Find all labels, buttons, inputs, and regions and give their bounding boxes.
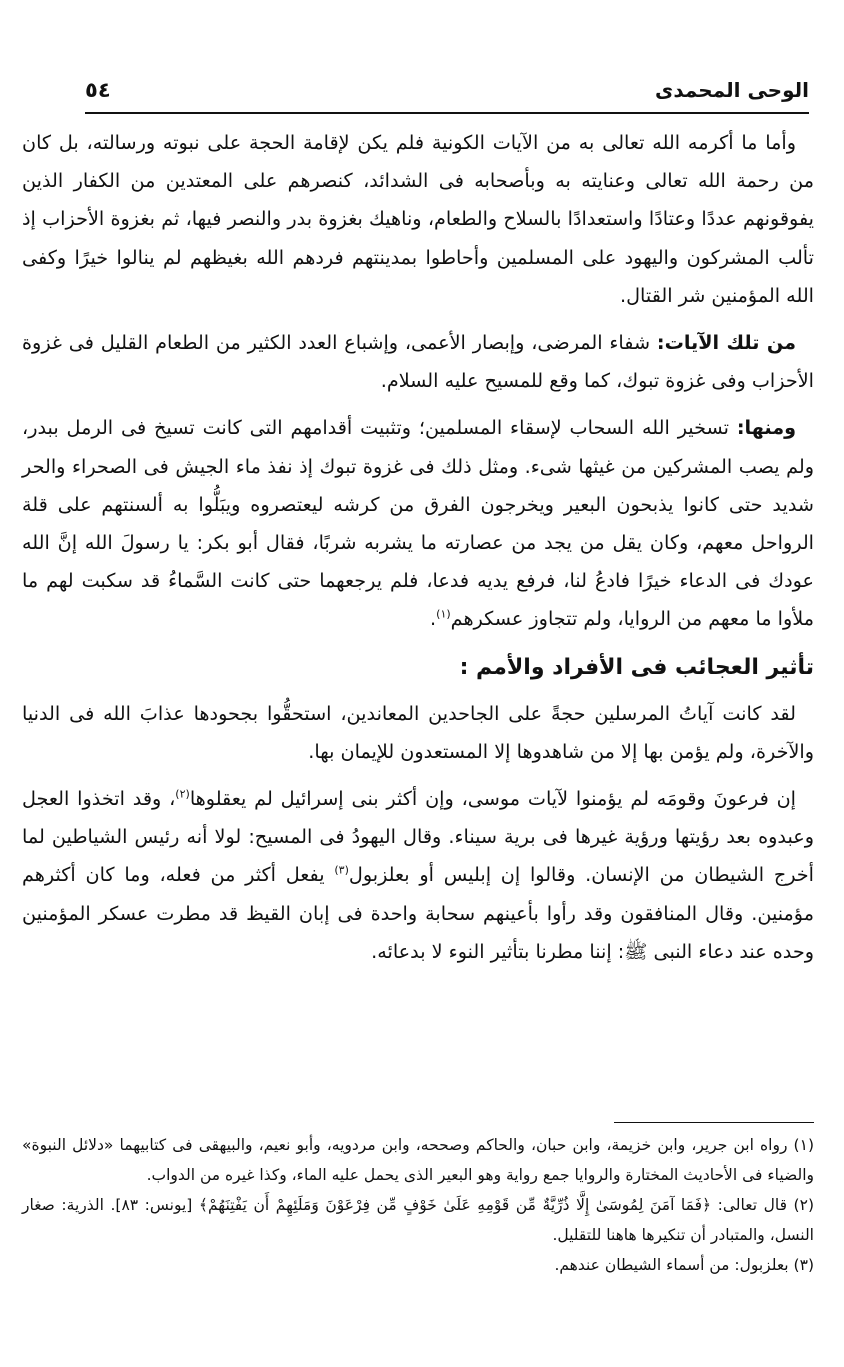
footnote: (٣) بعلزبول: من أسماء الشيطان عندهم. — [554, 1256, 814, 1274]
paragraph-text: إن فرعونَ وقومَه لم يؤمنوا لآيات موسى، وإن أكثر بنى إسرائيل لم يعقلوها — [189, 787, 796, 811]
main-text — [22, 124, 814, 980]
footnote-marker: (٢) — [175, 787, 190, 801]
paragraph — [22, 780, 814, 971]
footnote-marker: (١) — [436, 608, 451, 622]
footnote: (٢) قال تعالى: ﴿فَمَا آمَنَ لِمُوسَىٰ إِلَّا ذُرِّيَّةٌ مِّن قَوْمِهِ عَلَىٰ خَوْفٍ مِّن فِرْعَوْنَ وَمَلَئِهِمْ أَن يَفْتِنَهُمْ﴾ [يونس: ٨٣]. الذرية: صغار النسل، والمتبادر أن تنكيرها هاهنا للتقليل. — [22, 1196, 814, 1244]
paragraph-text: يفعل أكثر من فعله، وما كان أكثرهم مؤمنين. وقال المنافقون وقد رأوا بأعينهم سحابة واحدة فى إبان القيظ قد مطرت عسكر المؤمنين وحده عند دعاء النبى ﷺ: إننا مطرنا بتأثير النوء لا بدعائه. — [22, 863, 814, 963]
paragraph-text: وأما ما أكرمه الله تعالى به من الآيات الكونية فلم يكن لإقامة الحجة على نبوته ورسالته، بل كان من رحمة الله تعالى وعنايته به وبأصحابه فى الشدائد، كنصرهم على المعتدين من الكفار الذين يفوقونهم عددًا وعتادًا واستعدادًا بالسلاح والطعام، وناهيك بغزوة بدر والنصر فيها، ثم بغزوة الأحزاب إذ تألب المشركون واليهود على المسلمين وأحاطوا بمدينتهم فردهم الله بغيظهم لم ينالوا خيرًا وكفى الله المؤمنين شر القتال. — [22, 131, 814, 307]
paragraph-tail: . — [430, 607, 437, 631]
footnotes — [22, 1130, 814, 1280]
header-rule — [85, 112, 809, 114]
paragraph — [22, 409, 814, 638]
paragraph-lead: من تلك الآيات: — [656, 331, 797, 355]
paragraph — [22, 324, 814, 400]
paragraph-text: لقد كانت آياتُ المرسلين حجةً على الجاحدين المعاندين، استحقُّوا بجحودها عذابَ الله فى الدنيا والآخرة، ولم يؤمن بها إلا من شاهدوها إلا المستعدون للإيمان بها. — [22, 701, 814, 763]
paragraph-text: ، وقد اتخذوا العجل وعبدوه بعد رؤيتها ورؤية غيرها فى برية سيناء. وقال اليهودُ فى المسيح: لولا أنه رئيس الشياطين لما أخرج الشيطان من الإنسان. وقالوا إن إبليس أو بعلزبول — [22, 787, 814, 887]
paragraph-text: شفاء المرضى، وإبصار الأعمى، وإشباع العدد الكثير من الطعام القليل فى غزوة الأحزاب وفى غزوة تبوك، كما وقع للمسيح عليه السلام. — [22, 331, 814, 393]
footnote-marker: (٣) — [334, 864, 349, 878]
paragraph — [22, 695, 814, 771]
paragraph-text: تسخير الله السحاب لإسقاء المسلمين؛ وتثبيت أقدامهم التى كانت تسيخ فى الرمل ببدر، ولم يصب المشركين من غيثها شىء. ومثل ذلك فى غزوة تبوك إذ نفذ ماء الجيش فى الصحراء والحر شديد حتى كانوا يذبحون البعير ويخرجون الفرق من كرشه ليعتصروه ويبَلُّوا به ألسنتهم على قلة الرواحل معهم، وكان يقل من يجد من عصارته ما يشربه شربًا، فقال أبو بكر: يا رسولَ الله إنَّ الله عودك فى الدعاء خيرًا فادعُ لنا، فرفع يديه فدعا، فلم يرجعهما حتى كانت السَّماءُ قد سكبت لهم ما ملأوا ما معهم من الروايا، ولم تتجاوز عسكرهم — [22, 416, 814, 631]
page-header — [85, 74, 809, 108]
footnote: (١) رواه ابن جرير، وابن خزيمة، وابن حبان، والحاكم وصححه، وابن مردويه، وأبو نعيم، والبيهقى فى كتابيهما «دلائل النبوة» والضياء فى الأحاديث المختارة والروايا جمع رواية وهو البعير الذى يحمل عليه الماء، وكذا غيره من الدواب. — [22, 1136, 814, 1184]
running-title: الوحى المحمدى — [655, 78, 809, 102]
paragraph — [22, 124, 814, 315]
footnote-rule — [614, 1122, 814, 1123]
page-number: ٥٤ — [85, 78, 111, 102]
paragraph-lead: ومنها: — [736, 416, 796, 440]
section-heading: تأثير العجائب فى الأفراد والأمم : — [459, 654, 814, 680]
